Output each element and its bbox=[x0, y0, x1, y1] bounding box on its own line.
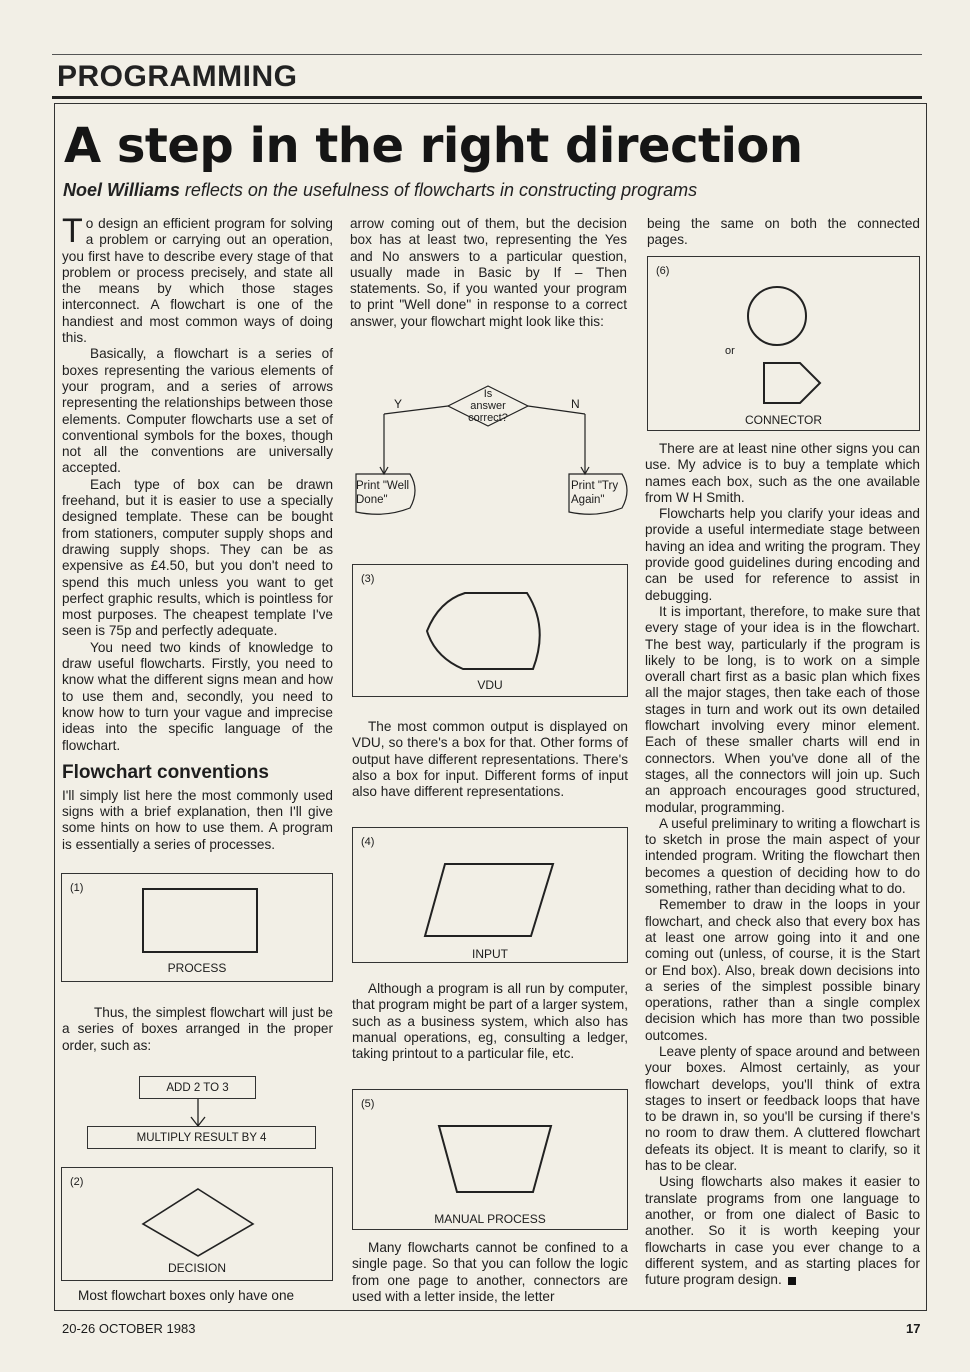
offpage-connector-symbol bbox=[762, 361, 824, 407]
paragraph: Each type of box can be drawn freehand, but it is easier to use a specially designed template. These can be bought from stationers, computer supply shops and drawing supply shops. They can be as expensive as £4.50, but you don't need to spend this much unless you want to get perfect graphic results, which is pointless for most purposes. The cheapest template I've seen is 75p and perfectly adequate. bbox=[62, 476, 333, 639]
column-2-middle bbox=[352, 719, 628, 800]
figure-number: (4) bbox=[361, 836, 375, 848]
figure-number: (3) bbox=[361, 573, 375, 585]
output-line: Print "Try bbox=[571, 480, 619, 492]
figure-connector bbox=[647, 256, 920, 431]
end-of-article-mark bbox=[788, 1277, 796, 1285]
output-line: Done" bbox=[356, 494, 388, 506]
question-line: Is bbox=[483, 388, 493, 400]
column-3-main bbox=[645, 441, 920, 1288]
figure-caption: DECISION bbox=[167, 1261, 226, 1275]
paragraph-text: o design an efficient program for solving a problem or carrying out an operation, you first have to describe every stage of that problem or process precisely, and state all the means by which those stages interconnect. A flowchart is one of the handiest and most common ways of doing this. bbox=[62, 216, 333, 346]
paragraph: Although a program is all run by computer, that program might be part of a larger system, such as a business system, which also has manual operations, eg, consulting a ledger, taking printout to a particular file, etc. bbox=[352, 981, 628, 1062]
manual-process-symbol bbox=[437, 1124, 553, 1194]
question-line: correct? bbox=[468, 412, 508, 424]
paragraph: arrow coming out of them, but the decision box has at least two, representing the Yes and No answers to a particular question, usually made in Basic by If – Then statements. So, if you wanted your program to print "Well done" in response to a correct answer, your flowchart might look like this: bbox=[350, 216, 627, 329]
paragraph: being the same on both the connected pages. bbox=[647, 216, 920, 248]
footer-date: 20-26 OCTOBER 1983 bbox=[62, 1321, 196, 1336]
no-label: N bbox=[571, 397, 580, 411]
paragraph: There are at least nine other signs you can use. My advice is to buy a template which names each box, such as the one available from W H Smith. bbox=[645, 441, 920, 505]
paragraph: You need two kinds of knowledge to draw useful flowcharts. Firstly, you need to know what the different signs mean and how to use them and, secondly, you need to know how to turn your vague and imprecise ideas into the specific language of the flowchart. bbox=[62, 639, 333, 753]
yes-label: Y bbox=[394, 397, 403, 411]
paragraph-text: Using flowcharts also makes it easier to translate programs from one language to another, or from one dialect of Basic to another. So it is worth keeping your flowcharts in case you ever change to a different system, and as starting places for future program design. bbox=[645, 1174, 920, 1288]
print-well-done bbox=[356, 479, 409, 507]
column-2-bottom bbox=[352, 1240, 628, 1305]
paragraph: Leave plenty of space around and between your boxes. Almost certainly, as your flowchart develops, you'll think of extra stages to insert or feedback loops that have to be drawn in, so you'll be cursing if there's no room to draw them. A cluttered flowchart defeats its object. It is meant to clarify, so it has to be clear. bbox=[645, 1043, 920, 1174]
sequence-box-add: ADD 2 TO 3 bbox=[139, 1076, 256, 1099]
figure-caption: PROCESS bbox=[167, 961, 227, 975]
figure-caption: INPUT bbox=[472, 947, 508, 961]
output-line: Again" bbox=[571, 494, 605, 506]
figure-caption: MANUAL PROCESS bbox=[434, 1212, 546, 1226]
author-name: Noel Williams bbox=[63, 180, 180, 200]
paragraph: A useful preliminary to writing a flowchart is to sketch in prose the main aspect of your intended program. Writing the flowchart then becomes a question of deciding how to do something, rather than deciding what to do. bbox=[645, 815, 920, 897]
paragraph: I'll simply list here the most commonly used signs with a brief explanation, then I'll give some hints on how to use them. A program is essentially a series of processes. bbox=[62, 787, 333, 852]
figure-number: (6) bbox=[656, 265, 670, 277]
subheading: Flowchart conventions bbox=[62, 761, 269, 783]
paragraph: Many flowcharts cannot be confined to a single page. So that you can follow the logic from one page to another, connectors are used with a letter inside, the letter bbox=[352, 1240, 628, 1304]
figure-number: (2) bbox=[70, 1176, 84, 1188]
print-try-again bbox=[571, 479, 618, 507]
paragraph: Basically, a flowchart is a series of boxes representing the various elements of your program, and a series of arrows representing the relationships between those elements. Computer flowcharts use a set of conventional symbols for the boxes, though not all the conventions are universally accepted. bbox=[62, 346, 333, 476]
decision-question bbox=[460, 388, 516, 424]
page-number: 17 bbox=[906, 1321, 921, 1336]
output-line: Print "Well bbox=[356, 480, 410, 492]
drop-cap: T bbox=[62, 212, 83, 250]
figure-vdu bbox=[352, 564, 628, 697]
paragraph bbox=[645, 1174, 920, 1288]
figure-manual-process bbox=[352, 1089, 628, 1230]
paragraph: Remember to draw in the loops in your flowchart, and check also that every box has at least one arrow going into it and one coming out (unless, of course, it is the Start or End box). Also, break down decisions into a series of the simplest possible binary operations, rather than a single complex decision which has more than two possible outcomes. bbox=[645, 897, 920, 1043]
sequence-box-multiply: MULTIPLY RESULT BY 4 bbox=[87, 1126, 316, 1149]
question-line: answer bbox=[470, 400, 506, 412]
connector-circle-symbol bbox=[746, 285, 808, 347]
vdu-symbol bbox=[425, 587, 555, 681]
article-headline: A step in the right direction bbox=[64, 118, 803, 174]
column-3-top bbox=[647, 216, 920, 249]
paragraph: Flowcharts help you clarify your ideas and provide a useful intermediate stage between having an idea and writing the program. They provide good guidelines during encoding and can be used for reference to assist in debugging. bbox=[645, 506, 920, 603]
figure-number: (5) bbox=[361, 1098, 375, 1110]
figure-caption: CONNECTOR bbox=[744, 413, 823, 427]
figure-caption: VDU bbox=[477, 678, 503, 692]
or-label: or bbox=[725, 345, 735, 357]
standfirst-text: reflects on the usefulness of flowcharts in constructing programs bbox=[179, 180, 698, 200]
paragraph: It is important, therefore, to make sure that every stage of your idea is in the flowchart. The best way, particularly if the program is likely to be long, is to work on a simple overall chart first as a basic plan which fixes all the major stages, then take each of those stages in turn and work out its own detailed flowchart involving every minor element. Each of these smaller charts will end in connectors. When you've done all of the stages, all the connectors will join up. Such an approach encourages good structured, modular, programming. bbox=[645, 603, 920, 815]
paragraph-text: Most flowchart boxes only have one bbox=[78, 1288, 295, 1303]
paragraph-text: Thus, the simplest flowchart will just be a series of boxes arranged in the proper order, such as: bbox=[62, 1005, 333, 1053]
input-symbol bbox=[423, 862, 555, 940]
paragraph: The most common output is displayed on VDU, so there's a box for that. Other forms of output have different representations. There's also a box for input. Different forms of input also have different representations. bbox=[352, 719, 628, 800]
figure-input bbox=[352, 827, 628, 963]
column-2-lower bbox=[352, 981, 628, 1062]
section-heading: PROGRAMMING bbox=[57, 60, 298, 93]
figure-number: (1) bbox=[70, 882, 84, 894]
